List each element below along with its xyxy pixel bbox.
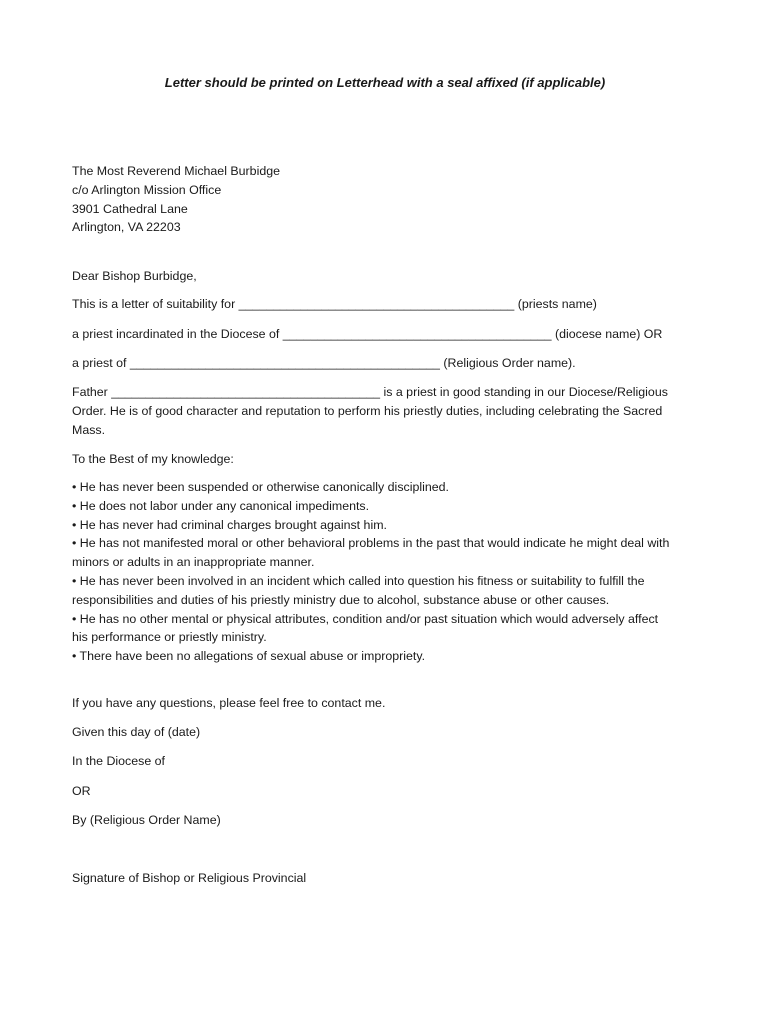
religious-order-name-line: By (Religious Order Name) (72, 813, 221, 827)
bullet-item: • He has never had criminal charges brought against him. (72, 517, 387, 532)
bullet-item: • He has no other mental or physical attributes, condition and/or past situation which would adversely affect (72, 611, 659, 626)
letterhead-note: Letter should be printed on Letterhead with a seal affixed (if applicable) (164, 75, 606, 90)
knowledge-intro: To the Best of my knowledge: (72, 452, 234, 466)
address-line-street: 3901 Cathedral Lane (72, 201, 188, 216)
bullet-item: • He has never been suspended or otherwise canonically disciplined. (72, 480, 449, 494)
good-standing-line-2: Order. He is of good character and reputation to perform his priestly duties, including celebrating the Sacred (72, 403, 663, 418)
bullet-item: • He does not labor under any canonical impediments. (72, 498, 370, 513)
address-line-city: Arlington, VA 22203 (72, 220, 181, 235)
bullet-item: • There have been no allegations of sexual abuse or impropriety. (72, 649, 426, 664)
good-standing-line-3: Mass. (72, 422, 106, 437)
questions-line: If you have any questions, please feel free to contact me. (72, 696, 386, 710)
religious-order-line: a priest of _____________________________________________ (Religious Order name). (72, 356, 576, 370)
address-line-office: c/o Arlington Mission Office (72, 182, 222, 197)
bullet-item-continued: responsibilities and duties of his priestly ministry due to alcohol, substance abuse or other causes. (72, 592, 610, 607)
recipient-address (72, 162, 702, 237)
bullet-item: • He has never been involved in an incident which called into question his fitness or suitability to fulfill the (72, 573, 645, 588)
good-standing-line-1: Father _______________________________________ is a priest in good standing in our Diocese/Religious (72, 385, 668, 399)
given-date-line: Given this day of (date) (72, 725, 201, 739)
or-line: OR (72, 784, 91, 798)
suitability-line: This is a letter of suitability for ________________________________________ (priests name) (72, 297, 597, 311)
bullet-list (72, 478, 702, 666)
good-standing-paragraph (72, 383, 702, 439)
bullet-item: • He has not manifested moral or other behavioral problems in the past that would indicate he might deal with (72, 536, 670, 551)
bullet-item-continued: minors or adults in an inappropriate manner. (72, 555, 315, 570)
signature-line: Signature of Bishop or Religious Provincial (72, 871, 307, 885)
diocese-line: a priest incardinated in the Diocese of _______________________________________ (diocese name) OR (72, 327, 663, 341)
address-line-name: The Most Reverend Michael Burbidge (72, 164, 280, 178)
diocese-of-line: In the Diocese of (72, 754, 165, 768)
salutation: Dear Bishop Burbidge, (72, 269, 197, 283)
bullet-item-continued: his performance or priestly ministry. (72, 630, 267, 645)
